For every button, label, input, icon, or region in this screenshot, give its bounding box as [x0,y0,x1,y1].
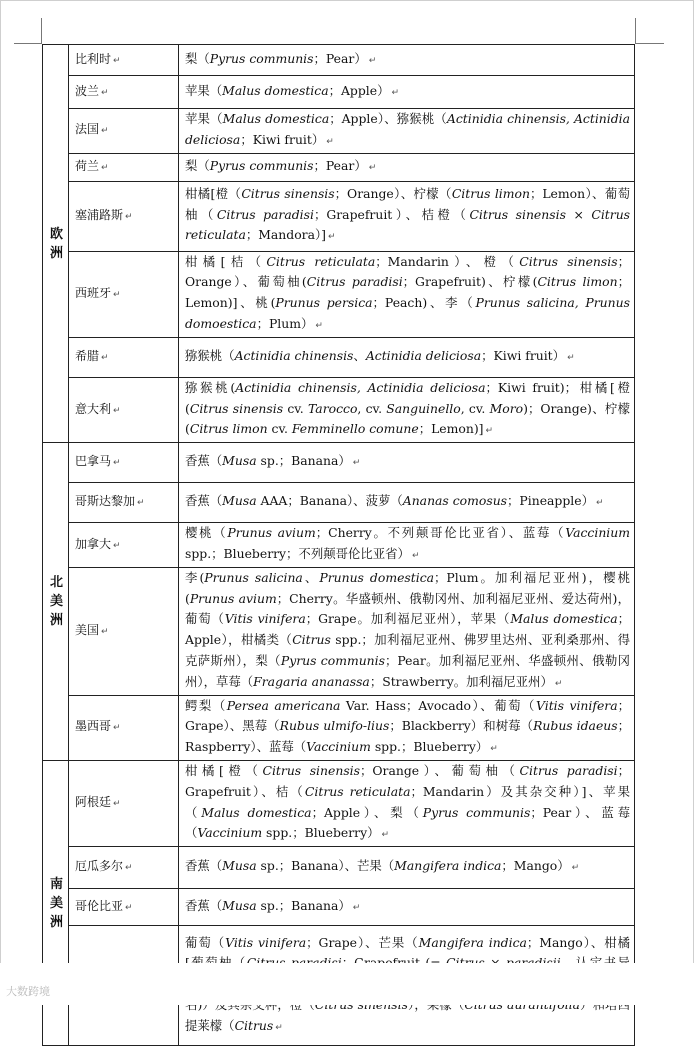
country-name: 哥斯达黎加 [75,494,136,509]
country-cell [69,45,179,76]
fruit-list-cell [179,889,635,926]
paragraph-mark-icon: ↵ [411,550,420,561]
paragraph-mark-icon: ↵ [368,55,377,66]
paragraph-mark-icon: ↵ [315,320,323,331]
fruit-list-cell [179,181,635,251]
paragraph-mark-icon: ↵ [567,352,575,363]
fruit-list-cell [179,377,635,442]
paragraph-mark-icon: ↵ [113,405,121,416]
fruit-list-text: 猕猴桃（Actinidia chinensis、Actinidia deliciosa；Kiwi fruit） [185,347,566,363]
fruit-list-cell [179,109,635,154]
paragraph-mark-icon: ↵ [101,126,109,137]
table-row [43,377,635,442]
country-cell [69,523,179,568]
country-name: 希腊 [75,348,100,363]
paragraph-mark-icon: ↵ [275,1022,283,1033]
fruit-list-text: 柑橘[桔（Citrus reticulata；Mandarin）、橙（Citrus sinensis；Orange）、葡萄柚(Citrus paradisi；Grapefruit)、柠檬(Citrus limon；Lemon)]、桃(Prunus persica；Peach)、李（Prunus salicina, Prunus domoestica；Plum） [185,253,630,331]
paragraph-mark-icon: ↵ [113,540,121,551]
region-cell [43,443,69,761]
table-row [43,523,635,568]
fruit-list-cell [179,443,635,483]
table-row [43,847,635,889]
country-cell [69,153,179,181]
table-row [43,251,635,337]
country-name: 加拿大 [75,536,112,551]
fruit-list-text: 苹果（Malus domestica；Apple）、猕猴桃（Actinidia chinensis, Actinidia deliciosa；Kiwi fruit） [185,111,631,147]
country-cell [69,181,179,251]
country-cell [69,443,179,483]
country-name: 比利时 [75,51,112,66]
crop-mark [14,43,42,44]
fruit-list-cell [179,337,635,377]
fruit-list-text: 梨（Pyrus communis；Pear） [185,50,367,66]
country-cell [69,695,179,760]
paragraph-mark-icon: ↵ [125,211,133,222]
country-cell [69,889,179,926]
region-label: 北美洲 [49,575,63,629]
paragraph-mark-icon: ↵ [596,498,604,509]
fruit-list-text: 苹果（Malus domestica；Apple） [185,82,390,98]
table-row [43,337,635,377]
paragraph-mark-icon: ↵ [101,87,109,98]
fruit-list-text: 香蕉（Musa sp.；Banana）、芒果（Mangifera indica；Mango） [185,858,570,874]
country-cell [69,847,179,889]
paragraph-mark-icon: ↵ [113,289,121,300]
fruit-list-cell [179,695,635,760]
fruit-list-cell [179,483,635,523]
paragraph-mark-icon: ↵ [137,498,145,509]
fruit-list-text: 樱桃（Prunus avium；Cherry。不列颠哥伦比亚省）、蓝莓（Vaccinium spp.；Blueberry；不列颠哥伦比亚省） [185,525,630,561]
crop-mark [636,43,664,44]
paragraph-mark-icon: ↵ [326,136,334,147]
fruit-list-text: 香蕉（Musa sp.；Banana） [185,897,351,913]
fruit-list-cell [179,251,635,337]
country-cell [69,760,179,846]
paragraph-mark-icon: ↵ [328,232,336,243]
crop-mark [635,18,636,44]
fruit-list-text: 梨（Pyrus communis；Pear） [185,157,367,173]
fruit-list-cell [179,567,635,695]
country-name: 美国 [75,622,100,637]
fruit-list-cell [179,760,635,846]
fruit-list-cell [179,153,635,181]
country-name: 阿根廷 [75,795,112,810]
paragraph-mark-icon: ↵ [113,799,121,810]
country-name: 西班牙 [75,285,112,300]
fruit-list-text: 鳄梨（Persea americana Var. Hass；Avocado）、葡萄（Vitis vinifera；Grape）、黑莓（Rubus ulmifo-lius；Blackberry）和树莓（Rubus idaeus；Raspberry）、蓝莓（Vaccinium spp.；Blueberry） [185,697,631,755]
country-cell [69,109,179,154]
country-name: 波兰 [75,83,100,98]
table-row [43,181,635,251]
region-label: 欧洲 [49,226,63,261]
table-row [43,483,635,523]
table-row [43,76,635,109]
fruit-list-text: 李(Prunus salicina、Prunus domestica；Plum。加利福尼亚州)，樱桃(Prunus avium；Cherry。华盛顿州、俄勒冈州、加利福尼亚州、爱达荷州)，葡萄（Vitis vinifera；Grape。加利福尼亚州），苹果（Malus domestica；Apple），柑橘类（Citrus spp.；加利福尼亚州、佛罗里达州、亚利桑那州、得克萨斯州），梨（Pyrus communis；Pear。加利福尼亚州、华盛顿州、俄勒冈州），草莓（Fragaria ananassa；Strawberry。加利福尼亚州） [185,569,630,689]
table-row [43,109,635,154]
country-name: 墨西哥 [75,719,112,734]
table-row [43,760,635,846]
paragraph-mark-icon: ↵ [113,723,121,734]
paragraph-mark-icon: ↵ [490,744,498,755]
country-name: 意大利 [75,401,112,416]
paragraph-mark-icon: ↵ [571,863,580,874]
paragraph-mark-icon: ↵ [352,458,361,469]
country-name: 荷兰 [75,158,100,173]
region-label: 南美洲 [49,876,63,930]
country-name: 法国 [75,122,100,137]
country-name: 巴拿马 [75,454,112,469]
fruit-list-cell [179,76,635,109]
region-cell [43,45,69,443]
paragraph-mark-icon: ↵ [381,830,390,841]
paragraph-mark-icon: ↵ [485,426,494,437]
paragraph-mark-icon: ↵ [368,162,377,173]
country-cell [69,76,179,109]
paragraph-mark-icon: ↵ [125,863,133,874]
fruit-list-cell [179,45,635,76]
page-bottom-margin [0,963,694,1005]
paragraph-mark-icon: ↵ [554,678,563,689]
watermark-logo: 大数跨境 [6,985,50,998]
fruit-list-text: 猕猴桃(Actinidia chinensis, Actinidia deliciosa；Kiwi fruit)；柑橘[橙(Citrus sinensis cv. Tarocco, cv. Sanguinello, cv. Moro)；Orange)、柠檬(Citrus limon cv. Femminello comune；Lemon)] [185,379,630,437]
table-row [43,695,635,760]
country-name: 塞浦路斯 [75,207,124,222]
country-cell [69,377,179,442]
paragraph-mark-icon: ↵ [391,87,400,98]
paragraph-mark-icon: ↵ [101,626,109,637]
fruit-list-text: 柑橘[橙（Citrus sinensis；Orange）、柠檬（Citrus limon；Lemon）、葡萄柚（Citrus paradisi；Grapefruit）、桔橙（Citrus sinensis × Citrus reticulata；Mandora）] [185,185,631,243]
crop-mark [41,18,42,44]
table-row [43,567,635,695]
fruit-list-text: 葡萄（Vitis vinifera；Grape）、芒果（Mangifera indica；Mango）、柑橘 提莱檬（Citrus [185,934,631,1033]
table-row [43,889,635,926]
country-cell [69,337,179,377]
table-row [43,443,635,483]
country-cell [69,567,179,695]
paragraph-mark-icon: ↵ [125,902,133,913]
fruit-list-text: 柑橘[橙（Citrus sinensis；Orange）、葡萄柚（Citrus paradisi；Grapefruit）、桔（Citrus reticulata；Mandarin）及其杂交种）]、苹果（Malus domestica；Apple）、梨（Pyrus communis；Pear）、蓝莓（Vaccinium spp.；Blueberry） [185,762,631,841]
fruit-list-text: 香蕉（Musa sp.；Banana） [185,453,351,469]
paragraph-mark-icon: ↵ [113,55,121,66]
country-name: 厄瓜多尔 [75,859,124,874]
country-name: 哥伦比亚 [75,898,124,913]
table-row [43,153,635,181]
paragraph-mark-icon: ↵ [101,352,109,363]
fruit-list-cell [179,523,635,568]
paragraph-mark-icon: ↵ [352,902,361,913]
fruit-list-text: 香蕉（Musa AAA；Banana）、菠萝（Ananas comosus；Pineapple） [185,493,594,509]
table-row [43,45,635,76]
paragraph-mark-icon: ↵ [101,162,109,173]
country-cell [69,251,179,337]
fruit-list-cell [179,847,635,889]
country-cell [69,483,179,523]
paragraph-mark-icon: ↵ [113,458,121,469]
fruit-import-table [42,44,635,1046]
